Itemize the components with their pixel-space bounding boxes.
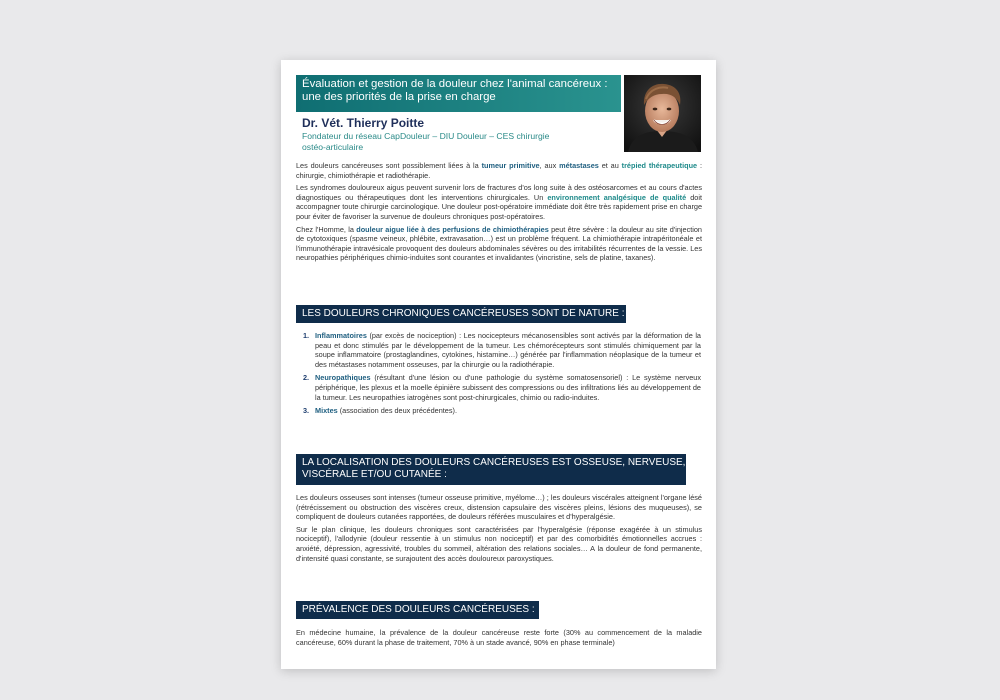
text-run: Les douleurs cancéreuses sont possiblement liées à la	[296, 161, 482, 170]
list-text: (association des deux précédentes).	[337, 406, 457, 416]
section-heading-prevalence	[296, 601, 539, 619]
text-run: doit accompagner toute chirurgie carcinologique. Une douleur post-opératoire immédiate doit être très rapidement prise en charge pour éviter de favoriser la survenue de douleurs chroniques post-opératoires.	[296, 192, 702, 221]
list-item	[303, 373, 701, 402]
highlight-primary-tumor: tumeur primitive	[481, 161, 540, 170]
article-title-line-2: une des priorités de la prise en charge	[302, 91, 496, 103]
list-number: 1.	[303, 331, 310, 340]
text-run: , aux	[539, 161, 560, 170]
list-text: (par excès de nociception) : Les nocicepteurs mécanosensibles sont activés par la déformation de la peau et donc stimulés par le développement de la tumeur. Les chémorécepteurs sont stimulés chimiquement par la soupe inflammatoire (prostaglandines, cytokines, histamine…) générée par l'inflammation néoplasique de la tumeur et des métastases notamment osseuses, par la chirurgie ou la radiothérapie.	[315, 331, 701, 369]
section-title-line-2: VISCÉRALE ET/OU CUTANÉE :	[302, 469, 447, 480]
list-term: Inflammatoires	[315, 331, 367, 340]
affiliation-line-2: ostéo-articulaire	[302, 142, 364, 152]
text-run: Chez l'Homme, la	[296, 224, 357, 234]
portrait-photo	[624, 75, 701, 152]
list-number: 3.	[303, 406, 310, 416]
highlight-analgesic-environment: environnement analgésique de qualité	[547, 192, 687, 202]
intro-paragraph-2	[296, 183, 702, 221]
author-name: Dr. Vét. Thierry Poitte	[302, 116, 425, 130]
affiliation-line-1: Fondateur du réseau CapDouleur – DIU Douleur – CES chirurgie	[302, 131, 550, 141]
list-term: Mixtes	[315, 406, 338, 416]
list-number: 2.	[303, 373, 310, 383]
section-title-line-1: LA LOCALISATION DES DOULEURS CANCÉREUSES EST OSSEUSE, NERVEUSE,	[302, 457, 686, 468]
text-run: : chirurgie, chimiothérapie et radiothérapie.	[296, 161, 702, 180]
intro-paragraph-1	[296, 161, 702, 180]
highlight-metastases: métastases	[559, 161, 599, 170]
section-heading-localisation	[296, 454, 686, 485]
text-run: peut être sévère : la douleur au site d'injection de cytotoxiques (spasme veineux, phlébite, extravasation…) est un problème fréquent. La chimiothérapie intrapéritonéale et l'immunothérapie intravésicale provoquent des douleurs abdominales sévères ou des irritabilités récurrentes de la vessie. Les neuropathies périphériques chimio-induites sont courantes et invalidantes (vincristine, sels de platine, taxanes).	[296, 224, 702, 263]
list-item	[303, 406, 701, 416]
section-title: PRÉVALENCE DES DOULEURS CANCÉREUSES :	[302, 604, 535, 615]
pain-nature-list	[303, 331, 701, 420]
section-title: LES DOULEURS CHRONIQUES CANCÉREUSES SONT DE NATURE :	[302, 308, 625, 319]
title-banner	[296, 75, 621, 112]
localisation-paragraph-2: Sur le plan clinique, les douleurs chroniques sont caractérisées par l'hyperalgésie (réponse exagérée à un stimulus nociceptif), l'allodynie (douleur ressentie à un stimulus non nociceptif) et par des comorbidités émotionnelles accrues : anxiété, dépression, agressivité, troubles du sommeil, altération des relations sociales… A la douleur de fond permanente, d'intensité quasi constante, se surajoutent des accès douloureux paroxystiques.	[296, 524, 702, 563]
article-title-line-1: Évaluation et gestion de la douleur chez l'animal cancéreux :	[302, 78, 608, 90]
prevalence-paragraph-1: En médecine humaine, la prévalence de la douleur cancéreuse reste forte (30% au commencement de la maladie cancéreuse, 60% durant la phase de traitement, 70% à un stade avancé, 90% en phase terminale)	[296, 628, 702, 647]
document-page	[281, 60, 716, 669]
list-text: (résultant d'une lésion ou d'une pathologie du système somatosensoriel) : Le système nerveux périphérique, les plexus et la moelle épinière subissent des compressions ou des infiltrations liés au développement de la tumeur. Les neuropathies iatrogènes sont post-chirurgicales, chimio ou radio-induites.	[315, 373, 701, 402]
localisation-text	[296, 493, 702, 566]
author-portrait	[624, 75, 701, 152]
intro-text	[296, 161, 702, 266]
intro-paragraph-3	[296, 225, 702, 263]
section-heading-nature	[296, 305, 626, 323]
text-run: et au	[598, 161, 622, 170]
author-affiliation	[302, 131, 602, 153]
prevalence-text	[296, 628, 702, 650]
highlight-chemotherapy-pain: douleur aigue liée à des perfusions de chimiothérapies	[356, 224, 549, 234]
localisation-paragraph-1: Les douleurs osseuses sont intenses (tumeur osseuse primitive, myélome…) ; les douleurs viscérales atteignent l'organe lésé (rétrécissement ou obstruction des viscères creux, distension capsulaire des viscères pleins, lésions des muqueuses), se compliquent de douleurs cutanées rapportées, de douleurs référées musculaires et d'hyperalgésie.	[296, 493, 702, 522]
text-run: Les syndromes douloureux aigus peuvent survenir lors de fractures d'os long suite à des ostéosarcomes et au cours d'actes diagnostiques ou thérapeutiques dont les interventions chirurgicales. Un	[296, 183, 702, 202]
list-item	[303, 331, 701, 369]
highlight-therapeutic-tripod: trépied thérapeutique	[621, 161, 698, 170]
list-term: Neuropathiques	[315, 373, 371, 383]
